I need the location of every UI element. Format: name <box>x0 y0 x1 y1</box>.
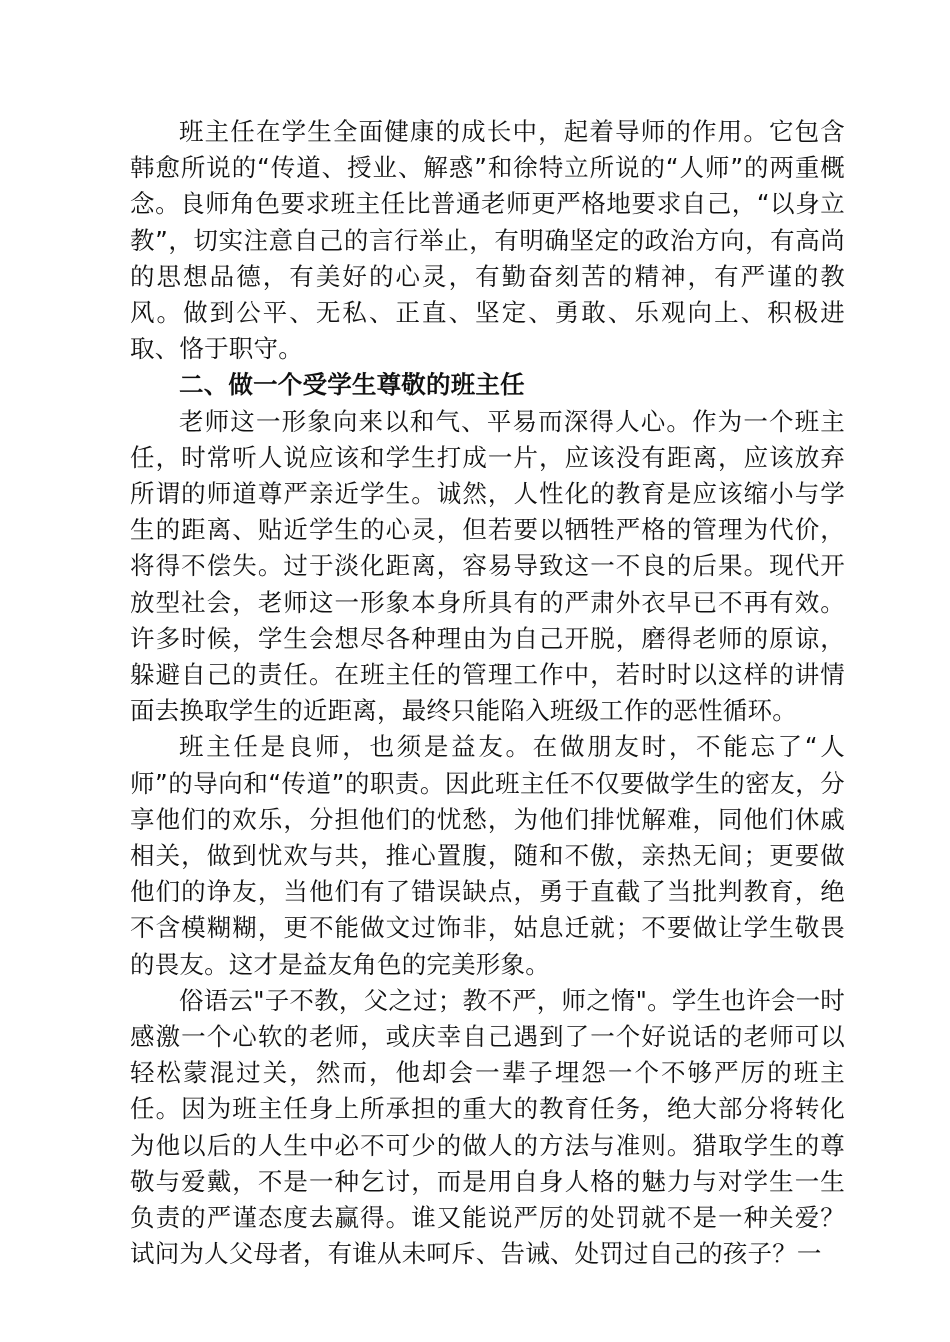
paragraph-role-of-mentor: 班主任在学生全面健康的成长中，起着导师的作用。它包含韩愈所说的“传道、授业、解惑”和徐特立所说的“人师”的两重概念。良师角色要求班主任比普通老师更严格地要求自己，“以身立教”，切实注意自己的言行举止，有明确坚定的政治方向，有高尚的思想品德，有美好的心灵，有勤奋刻苦的精神，有严谨的教风。做到公平、无私、正直、坚定、勇敢、乐观向上、积极进取、恪于职守。 <box>130 117 845 364</box>
paragraph-mentor-and-friend: 班主任是良师，也须是益友。在做朋友时，不能忘了“人师”的导向和“传道”的职责。因此班主任不仅要做学生的密友，分享他们的欢乐，分担他们的忧愁，为他们排忧解难，同他们休戚相关，做到忧欢与共，推心置腹，随和不傲，亲热无间；更要做他们的诤友，当他们有了错误缺点，勇于直截了当批判教育，绝不含模糊糊，更不能做文过饰非，姑息迁就；不要做让学生敬畏的畏友。这才是益友角色的完美形象。 <box>130 732 845 979</box>
document-page <box>130 114 845 1273</box>
section-heading: 二、做一个受学生尊敬的班主任 <box>179 370 525 400</box>
paragraph-proverb-strictness: 俗语云"子不教，父之过；教不严，师之惰"。学生也许会一时感激一个心软的老师，或庆幸自己遇到了一个好说话的老师可以轻松蒙混过关，然而，他却会一辈子埋怨一个不够严厉的班主任。因为班主任身上所承担的重大的教育任务，绝大部分将转化为他以后的人生中必不可少的做人的方法与准则。猎取学生的尊敬与爱戴，不是一种乞讨，而是用自身人格的魅力与对学生一生负责的严谨态度去赢得。谁又能说严厉的处罚就不是一种关爱？试问为人父母者，有谁从未呵斥、告诫、处罚过自己的孩子？一 <box>130 985 845 1269</box>
paragraph-teacher-distance: 老师这一形象向来以和气、平易而深得人心。作为一个班主任，时常听人说应该和学生打成一片，应该没有距离，应该放弃所谓的师道尊严亲近学生。诚然，人性化的教育是应该缩小与学生的距离、贴近学生的心灵，但若要以牺牲严格的管理为代价，将得不偿失。过于淡化距离，容易导致这一不良的后果。现代开放型社会，老师这一形象本身所具有的严肃外衣早已不再有效。许多时候，学生会想尽各种理由为自己开脱，磨得老师的原谅，躲避自己的责任。在班主任的管理工作中，若时时以这样的讲情面去换取学生的近距离，最终只能陷入班级工作的恶性循环。 <box>130 406 845 726</box>
